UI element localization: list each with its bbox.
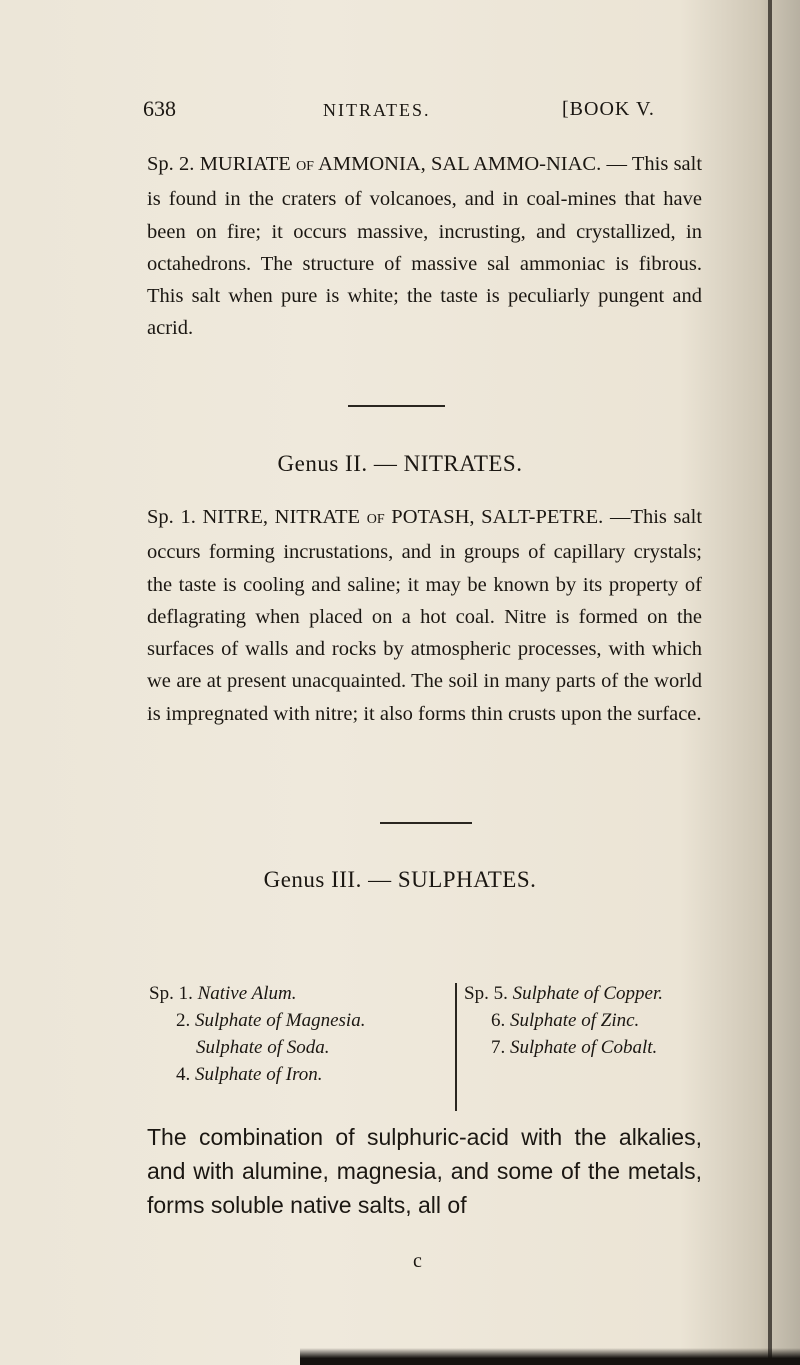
list-item	[464, 1007, 663, 1034]
species-name: NITRE, NITRATE	[202, 506, 361, 528]
list-item	[464, 1034, 663, 1061]
species-name: AMMONIA, SAL AMMO-NIAC.	[318, 153, 602, 175]
species-number: 2.	[176, 1010, 191, 1031]
section-divider	[348, 405, 445, 407]
genus-label: Genus III. —	[263, 867, 392, 892]
species-description: —This salt occurs forming incrustations, and in groups of capillary crystals; the taste is cooling and saline; it may be known by its property of deflagrating when placed on a hot coal. Nitre is formed on the surfaces of walls and rocks by atmospheric processes, with which we are at present unacquainted. The soil in many parts of the world is impregnated with nitre; it also forms thin crusts upon the surface.	[147, 506, 703, 725]
signature-mark: c	[413, 1250, 422, 1272]
species-name: Sulphate of Zinc.	[510, 1010, 640, 1031]
bottom-edge-shadow	[300, 1348, 800, 1365]
list-item	[149, 980, 365, 1007]
species-label: Sp. 1.	[147, 506, 196, 528]
genus-heading	[0, 451, 800, 477]
species-name: Sulphate of Iron.	[195, 1064, 323, 1085]
genus-title: NITRATES.	[403, 451, 523, 476]
species-label: Sp. 2.	[147, 153, 195, 175]
genus-title: SULPHATES.	[397, 867, 537, 892]
list-item	[149, 1034, 365, 1061]
species-name: Sulphate of Magnesia.	[195, 1010, 366, 1031]
genus-label: Genus II. —	[277, 451, 398, 476]
list-item	[149, 1061, 365, 1088]
sulphate-species-list	[0, 980, 800, 1110]
species-number: 6.	[491, 1010, 506, 1031]
species-name: POTASH, SALT-PETRE.	[391, 506, 604, 528]
species-name: Native Alum.	[197, 983, 297, 1004]
species-nitre-paragraph	[147, 501, 702, 730]
closing-paragraph: The combination of sulphuric-acid with the alkalies, and with alumine, magnesia, and some of the metals, forms soluble native salts, all of	[147, 1124, 702, 1218]
species-description: — This salt is found in the craters of volcanoes, and in coal-mines that have been on fire; it occurs massive, incrusting, and crystallized, in octahedrons. The structure of massive sal ammoniac is fibrous. This salt when pure is white; the taste is peculiarly pungent and acrid.	[147, 153, 703, 340]
species-muriate-paragraph	[147, 148, 702, 345]
page-edge	[772, 0, 800, 1365]
list-item	[149, 1007, 365, 1034]
species-number: Sp. 1.	[149, 983, 193, 1004]
species-name: Sulphate of Cobalt.	[510, 1037, 658, 1058]
species-name-of: OF	[366, 512, 385, 527]
page-number: 638	[143, 96, 176, 121]
species-column-left	[149, 980, 365, 1088]
running-title: NITRATES.	[323, 100, 431, 120]
species-number: 4.	[176, 1064, 191, 1085]
species-name: MURIATE	[199, 153, 291, 175]
genus-heading	[0, 867, 800, 893]
list-item	[464, 980, 663, 1007]
running-head	[0, 96, 800, 126]
species-name: Sulphate of Copper.	[512, 983, 663, 1004]
section-divider	[380, 822, 472, 824]
book-reference: [BOOK V.	[562, 98, 655, 120]
species-number: Sp. 5.	[464, 983, 508, 1004]
species-name: Sulphate of Soda.	[196, 1037, 330, 1058]
species-column-right	[464, 980, 663, 1061]
species-name-of: OF	[296, 159, 314, 174]
column-divider	[455, 983, 457, 1111]
species-number: 7.	[491, 1037, 506, 1058]
